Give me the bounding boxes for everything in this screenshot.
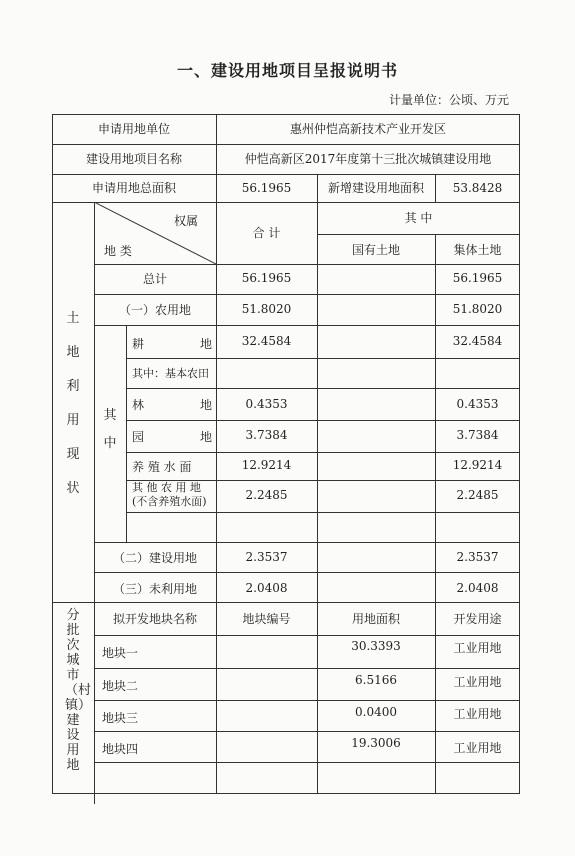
row-garden-label: 园 地 [132,430,212,444]
project-value: 仲恺高新区2017年度第十三批次城镇建设用地 [244,152,492,166]
plot-4-area: 19.3006 [351,736,401,750]
diag-top-label: 权属 [174,214,199,228]
row-total-label: 总计 [142,272,167,286]
row-aquaculture-label: 养 殖 水 面 [132,460,192,474]
plots-header-use: 开发用途 [453,612,502,626]
row-total-total: 56.1965 [241,271,292,285]
new-area-value: 53.8428 [452,181,503,195]
plot-3-area: 0.0400 [355,705,397,719]
row-garden-total: 3.7384 [245,428,288,442]
row-cultivated-label: 耕 地 [132,337,212,351]
unit-note: 计量单位：公顷、万元 [388,93,509,107]
row-other-agri-total: 2.2485 [245,488,288,502]
col-state-header: 国有土地 [351,243,400,257]
row-agri-collective: 51.8020 [452,302,503,316]
row-cultivated-total: 32.4584 [241,334,292,348]
plot-3-name: 地块三 [102,711,139,725]
row-other-agri-label: 其 他 农 用 地 [132,481,201,494]
row-other-agri-collective: 2.2485 [456,488,499,502]
row-construction-total: 2.3537 [245,550,288,564]
row-cultivated-collective: 32.4584 [452,334,503,348]
plot-1-name: 地块一 [102,646,139,660]
row-agri-label: （一）农用地 [118,303,191,317]
row-forest-collective: 0.4353 [456,397,499,411]
row-construction-collective: 2.3537 [456,550,499,564]
col-among-header: 其 中 [404,211,433,225]
report-table [52,114,520,794]
applicant-value: 惠州仲恺高新技术产业开发区 [289,122,446,136]
col-total-header: 合 计 [252,226,281,240]
row-forest-total: 0.4353 [245,397,288,411]
row-unused-label: （三）未利用地 [112,582,197,596]
plot-2-area: 6.5166 [355,673,397,687]
plot-1-area: 30.3393 [351,639,401,653]
row-unused-collective: 2.0408 [456,581,499,595]
plots-header-area: 用地面积 [351,612,400,626]
row-forest-label: 林 地 [132,398,212,412]
row-garden-collective: 3.7384 [456,428,499,442]
row-aquaculture-total: 12.9214 [241,458,292,472]
among-side-label: 其中 [103,408,117,451]
applicant-label: 申请用地单位 [97,122,170,136]
project-label: 建设用地项目名称 [85,152,182,166]
plots-section-label: 分批次城市（村镇）建设用地 [65,608,92,773]
total-area-value: 56.1965 [241,181,292,195]
diag-bottom-label: 地 类 [104,244,132,258]
plot-3-use: 工业用地 [453,707,502,721]
plots-header-name: 拟开发地块名称 [112,612,197,626]
new-area-label: 新增建设用地面积 [327,181,424,195]
row-total-collective: 56.1965 [452,271,503,285]
row-aquaculture-collective: 12.9214 [452,458,503,472]
row-construction-label: （二）建设用地 [112,551,197,565]
plot-2-name: 地块二 [102,679,139,693]
col-collective-header: 集体土地 [453,243,502,257]
landuse-section-label: 土地利用现状 [66,311,80,496]
plot-1-use: 工业用地 [453,641,502,655]
row-other-agri-note: (不含养殖水面) [132,495,207,508]
page-title: 一、建设用地项目呈报说明书 [176,61,398,80]
total-area-label: 申请用地总面积 [91,181,176,195]
plot-2-use: 工业用地 [453,675,502,689]
row-agri-total: 51.8020 [241,302,292,316]
plot-4-use: 工业用地 [453,741,502,755]
plot-4-name: 地块四 [102,742,139,756]
row-unused-total: 2.0408 [245,581,288,595]
row-basic-farmland-label: 其中：基本农田 [132,367,209,380]
plots-header-code: 地块编号 [242,612,291,626]
